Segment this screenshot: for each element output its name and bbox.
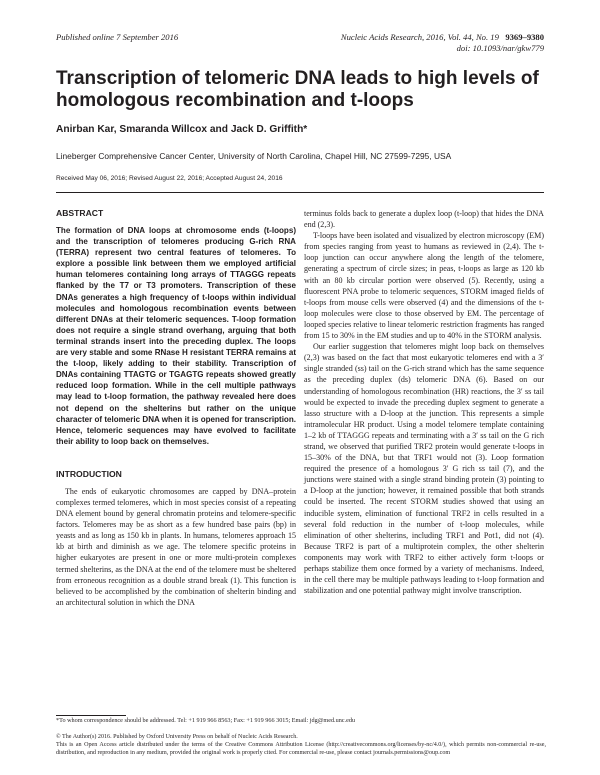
- footnote-divider: [56, 715, 126, 716]
- introduction-heading: INTRODUCTION: [56, 468, 122, 479]
- header-divider: [56, 192, 544, 193]
- article-title: Transcription of telomeric DNA leads to high levels of homologous recombination and t-loops: [56, 68, 539, 111]
- intro-paragraph-2: T-loops have been isolated and visualized by electron microscopy (EM) from species ranging from yeast to humans as reviewed in (2,4). The t-loop junction can occur anywhere along the length of the telomere, generating a spectrum of circle sizes; in peas, t-loops as large as 120 kb with an 80 kb circular portion were observed (5). Recently, using a fluorescent PNA probe to telomeric sequences, STORM imaged fields of t-loops from mouse cells were observed (4) and the dimensions of the t-loop molecules were close to those observed by EM. The percentage of looped species relative to linear telomeric restriction fragments has ranged from 15 to 30% in the EM studies and up to 40% in the STORM analysis.: [304, 231, 544, 341]
- intro-paragraph-3: Our earlier suggestion that telomeres might loop back on themselves (2,3) was based on the fact that most eukaryotic telomeres end with a 3′ single stranded (ss) tail on the G-rich strand which has the same sequence as the preceding duplex (ds) telomeric DNA (6). Based on our understanding of homologous recombination (HR) reactions, the 3′ ss tail would be expected to invade the preceding duplex segment to generate a lasso structure with a D-loop at the junction. This represents a simple intramolecular HR product. Using a model telomere template containing 1–2 kb of TTAGGG repeats and terminating with a 3′ ss tail on the G rich strand, we observed that purified TRF2 protein would generate t-loops in 15–30% of the DNA, but that TRF1 would not (3). Loop formation required the presence of a homologous 3′ G rich ss tail (7), and the junctions were stained with a single strand binding protein (3) pointing to a D-loop at the junction; however, it remained possible that both strands could be inserted. The recent STORM studies showed that using an inducible system, elimination of functional TRF2 in cells resulted in a several fold reduction in the number of t-loop molecules, while elimination of other shelterins, including TRF1 and Pot1, did not (4). Because TRF2 is part of a multiprotein complex, the other shelterin components may work with TRF2 to either actively form t-loops or perhaps stabilize them once formed by a variety of mechanisms. Indeed, in the cell there may be multiple pathways leading to t-loop formation and stabilization and one potential pathway might involve transcription.: [304, 342, 544, 596]
- doi: doi: 10.1093/nar/gkw779: [456, 43, 544, 53]
- affiliation: Lineberger Comprehensive Cancer Center, University of North Carolina, Chapel Hill, NC 27599-7295, USA: [56, 151, 452, 161]
- journal-name: Nucleic Acids Research, 2016, Vol. 44, No. 19: [340, 32, 499, 42]
- abstract-heading: ABSTRACT: [56, 208, 104, 218]
- license-text: This is an Open Access article distributed under the terms of the Creative Commons Attribution License (http://creativecommons.org/licenses/by-nc/4.0/), which permits non-commercial re-use, distribution, and reproduction in any medium, provided the original work is properly cited. For commercial re-use, please contact journals.permissions@oup.com: [56, 742, 546, 756]
- journal-citation: [244, 32, 544, 54]
- intro-paragraph-continued: terminus folds back to generate a duplex loop (t-loop) that hides the DNA end (2,3).: [304, 209, 544, 230]
- left-column: [56, 208, 296, 608]
- copyright-notice: [56, 733, 546, 757]
- page-range: 9369–9380: [505, 32, 544, 42]
- received-dates: Received May 06, 2016; Revised August 22, 2016; Accepted August 24, 2016: [56, 175, 283, 182]
- abstract-text: The formation of DNA loops at chromosome ends (t-loops) and the transcription of telomeres producing G-rich RNA (TERRA) represent two central features of telomeres. To explore a possible link between them we employed artificial human telomeres containing long arrays of TTAGGG repeats flanked by the T7 or T3 promoters. Transcription of these DNAs generates a high frequency of t-loops within individual molecules and homologous recombination events between different DNAs at their telomeric sequences. T-loop formation does not require a single strand overhang, arguing that both terminal strands insert into the preceding duplex. The loops are very stable and some RNase H resistant TERRA remains at the t-loop, likely adding to their stability. Transcription of DNAs containing TTAGTG or TGAGTG repeats showed greatly reduced loop formation. While in the cell multiple pathways may lead to t-loop formation, the pathway revealed here does not depend on the shelterins but rather on the unique character of telomeric DNA when it is opened for transcription. Hence, telomeric sequences may have evolved to facilitate their ability to loop back on themselves.: [56, 226, 296, 446]
- intro-paragraph-1: The ends of eukaryotic chromosomes are capped by DNA–protein complexes termed telomeres, which in most species consist of a repeating DNA element bound by general chromatin proteins and telomere-specific factors. Telomeres may be as short as a few hundred base pairs (bp) in yeasts and as long as 150 kb in plants. In humans, telomeres approach 15 kb at birth and diminish as we age. The telomere specific proteins in higher eukaryotes are present in one or more multi-protein complexes termed shelterins, as the DNA at the end of the telomere must be sheltered from erroneous recognition as a double strand break (1). This function is believed to be accomplished by the combination of shelterin binding and an architectural solution in which the DNA: [56, 486, 296, 607]
- author-list: Anirban Kar, Smaranda Willcox and Jack D. Griffith*: [56, 124, 308, 135]
- published-date: Published online 7 September 2016: [56, 32, 179, 42]
- copyright-line: © The Author(s) 2016. Published by Oxford University Press on behalf of Nucleic Acids Research.: [56, 734, 298, 740]
- correspondence-footnote: *To whom correspondence should be addressed. Tel: +1 919 966 8563; Fax: +1 919 966 3015; Email: jdg@med.unc.edu: [56, 717, 356, 724]
- right-column: [304, 208, 544, 596]
